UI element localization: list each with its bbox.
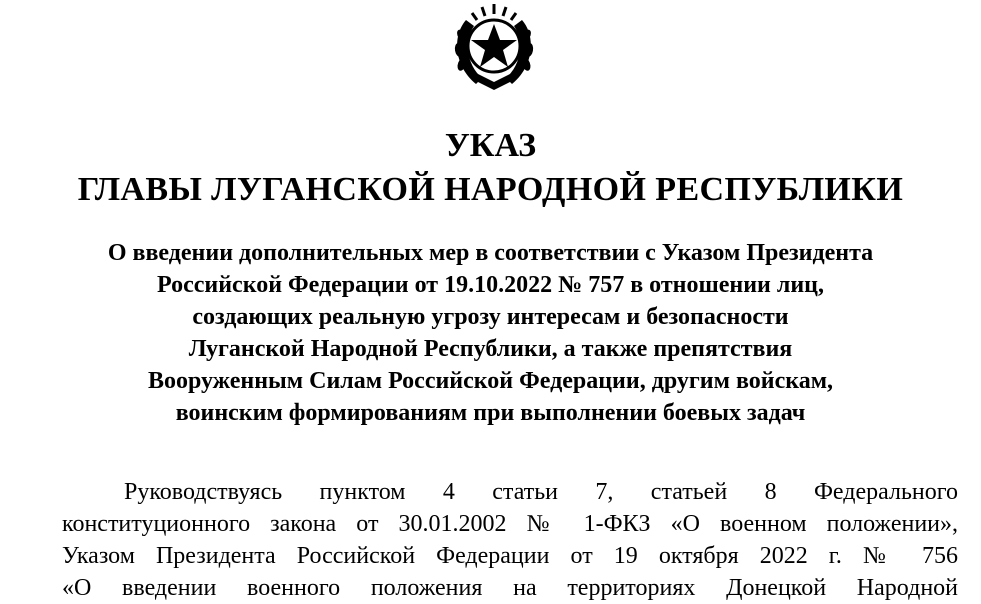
decree-body	[62, 476, 958, 604]
document-issuer: ГЛАВЫ ЛУГАНСКОЙ НАРОДНОЙ РЕСПУБЛИКИ	[77, 171, 904, 208]
state-emblem-icon	[446, 0, 542, 96]
subject-line: воинским формированиям при выполнении боевых задач	[175, 400, 806, 426]
body-line: «О введении военного положения на территориях Донецкой Народной	[62, 575, 958, 601]
body-line: Указом Президента Российской Федерации от 19 октября 2022 г. № 756	[62, 543, 958, 569]
body-line: Руководствуясь пунктом 4 статьи 7, статьей 8 Федерального	[124, 479, 958, 505]
subject-line: Вооруженным Силам Российской Федерации, другим войскам,	[147, 368, 834, 394]
subject-line: создающих реальную угрозу интересам и безопасности	[192, 304, 789, 330]
decree-subject	[0, 237, 981, 429]
subject-line: О введении дополнительных мер в соответствии с Указом Президента	[107, 240, 874, 266]
subject-line: Луганской Народной Республики, а также препятствия	[188, 336, 793, 362]
document-title: УКАЗ	[444, 127, 537, 164]
subject-line: Российской Федерации от 19.10.2022 № 757 в отношении лиц,	[157, 272, 824, 298]
body-line: конституционного закона от 30.01.2002 № 1-ФКЗ «О военном положении»,	[62, 511, 958, 537]
